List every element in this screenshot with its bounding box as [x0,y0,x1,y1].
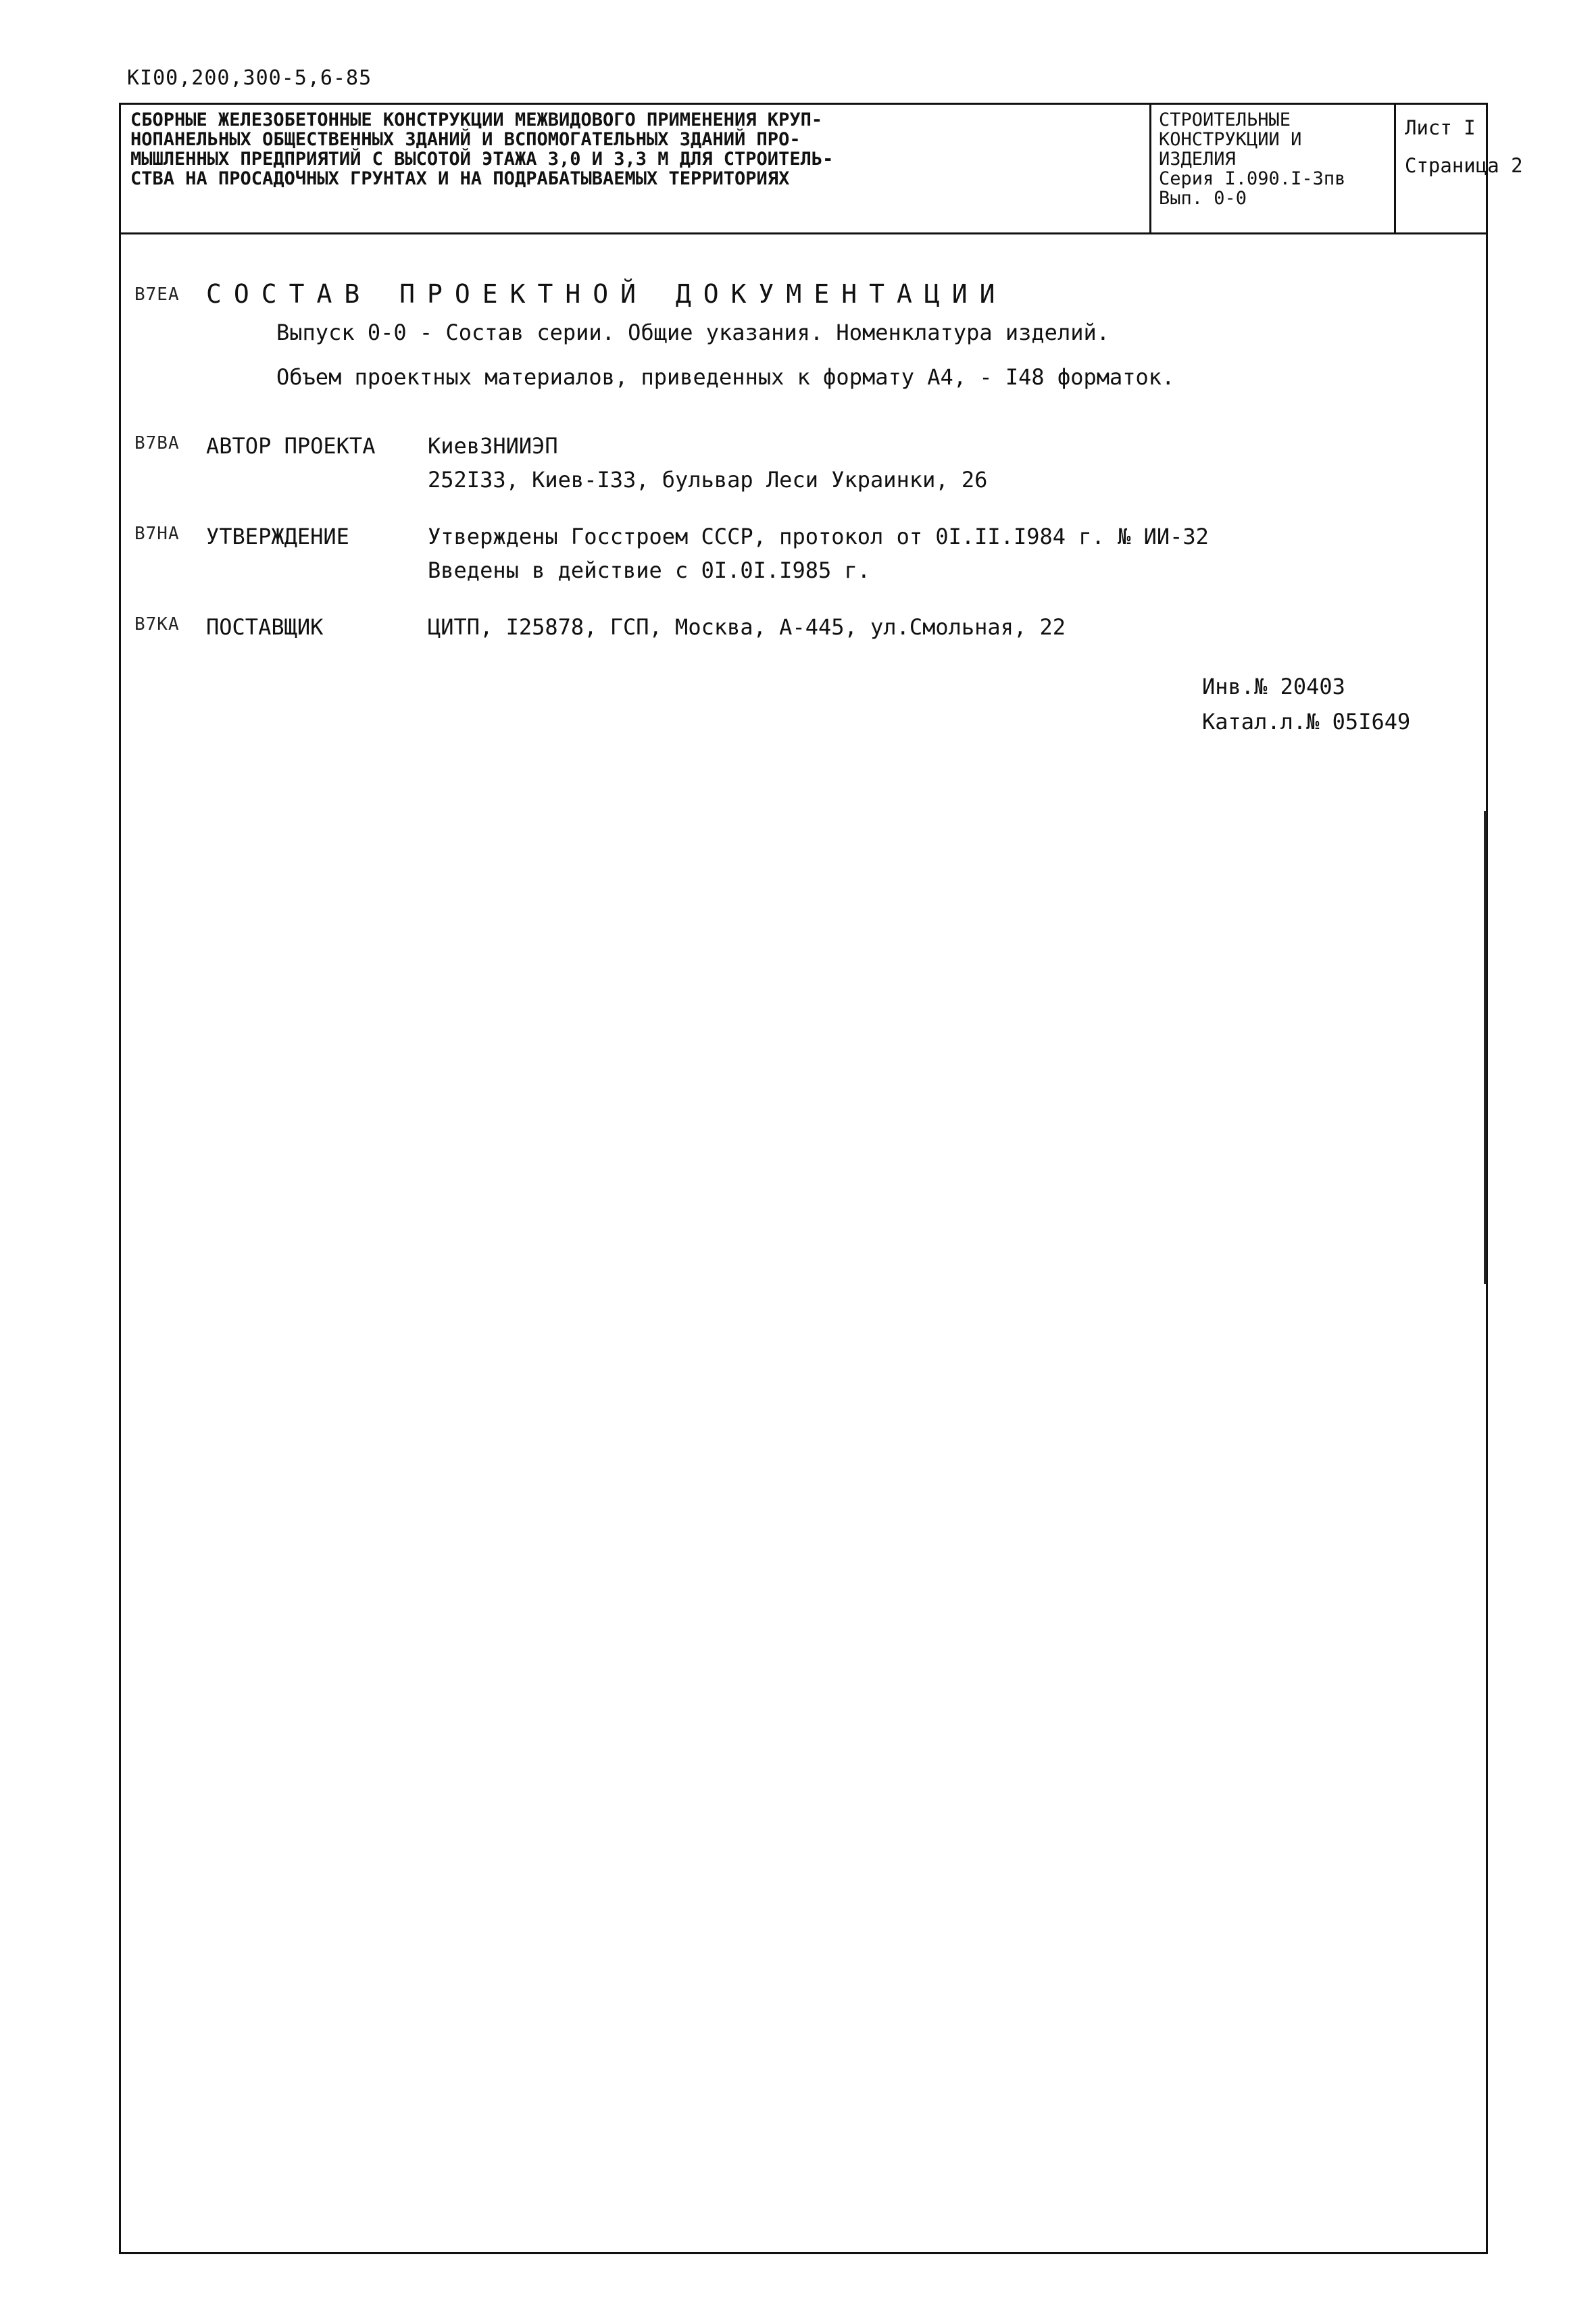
document-code: КI00,200,300-5,6-85 [127,66,372,90]
sheet-info [1405,116,1523,178]
section-code: В7НА [134,524,180,544]
category-line: КОНСТРУКЦИИ И [1159,129,1302,150]
series-title-line: НОПАНЕЛЬНЫХ ОБЩЕСТВЕННЫХ ЗДАНИЙ И ВСПОМОГАТЕЛЬНЫХ ЗДАНИЙ ПРО- [130,129,801,150]
author-name: КиевЗНИИЭП [428,433,558,459]
series-title-line: СТВА НА ПРОСАДОЧНЫХ ГРУНТАХ И НА ПОДРАБАТЫВАЕМЫХ ТЕРРИТОРИЯХ [130,168,790,189]
scan-edge-mark [1484,811,1487,1284]
series-title-line: СБОРНЫЕ ЖЕЛЕЗОБЕТОННЫЕ КОНСТРУКЦИИ МЕЖВИДОВОГО ПРИМЕНЕНИЯ КРУП- [130,109,823,130]
series-title-line: МЫШЛЕННЫХ ПРЕДПРИЯТИЙ С ВЫСОТОЙ ЭТАЖА 3,0 И 3,3 М ДЛЯ СТРОИТЕЛЬ- [130,149,834,170]
issue-line: Выпуск 0-0 - Состав серии. Общие указания. Номенклатура изделий. [276,320,1109,345]
approval-line-2: Введены в действие с 0I.0I.I985 г. [428,557,871,583]
title-block [121,105,1523,234]
title-block-divider [1394,105,1396,232]
issue-number: Вып. 0-0 [1159,188,1247,209]
author-label: АВТОР ПРОЕКТА [206,433,376,459]
category-line: ИЗДЕЛИЯ [1159,149,1236,170]
volume-line: Объем проектных материалов, приведенных к формату А4, - I48 форматок. [276,364,1175,390]
section-code: В7ЕА [134,284,180,305]
supplier-details: ЦИТП, I25878, ГСП, Москва, А-445, ул.Смольная, 22 [428,614,1066,640]
category-line: СТРОИТЕЛЬНЫЕ [1159,109,1291,130]
supplier-label: ПОСТАВЩИК [206,614,324,640]
author-address: 252I33, Киев-I33, бульвар Леси Украинки, 26 [428,467,988,493]
title-block-divider [1149,105,1151,232]
section-code: В7ВА [134,433,180,453]
approval-line-1: Утверждены Госстроем СССР, протокол от 0I.II.I984 г. № ИИ-32 [428,524,1209,549]
sheet-label: Лист I [1405,116,1476,139]
section-code: В7КА [134,614,180,634]
section-heading: СОСТАВ ПРОЕКТНОЙ ДОКУМЕНТАЦИИ [206,279,1007,309]
catalog-number: Катал.л.№ 05I649 [1202,709,1411,735]
series-category [1159,110,1397,208]
page-label: Страница 2 [1405,154,1523,177]
inventory-number: Инв.№ 20403 [1202,674,1345,699]
series-title [130,110,1148,189]
series-number: Серия I.090.I-3пв [1159,168,1346,189]
page-frame [119,103,1523,2254]
approval-label: УТВЕРЖДЕНИЕ [206,524,349,549]
